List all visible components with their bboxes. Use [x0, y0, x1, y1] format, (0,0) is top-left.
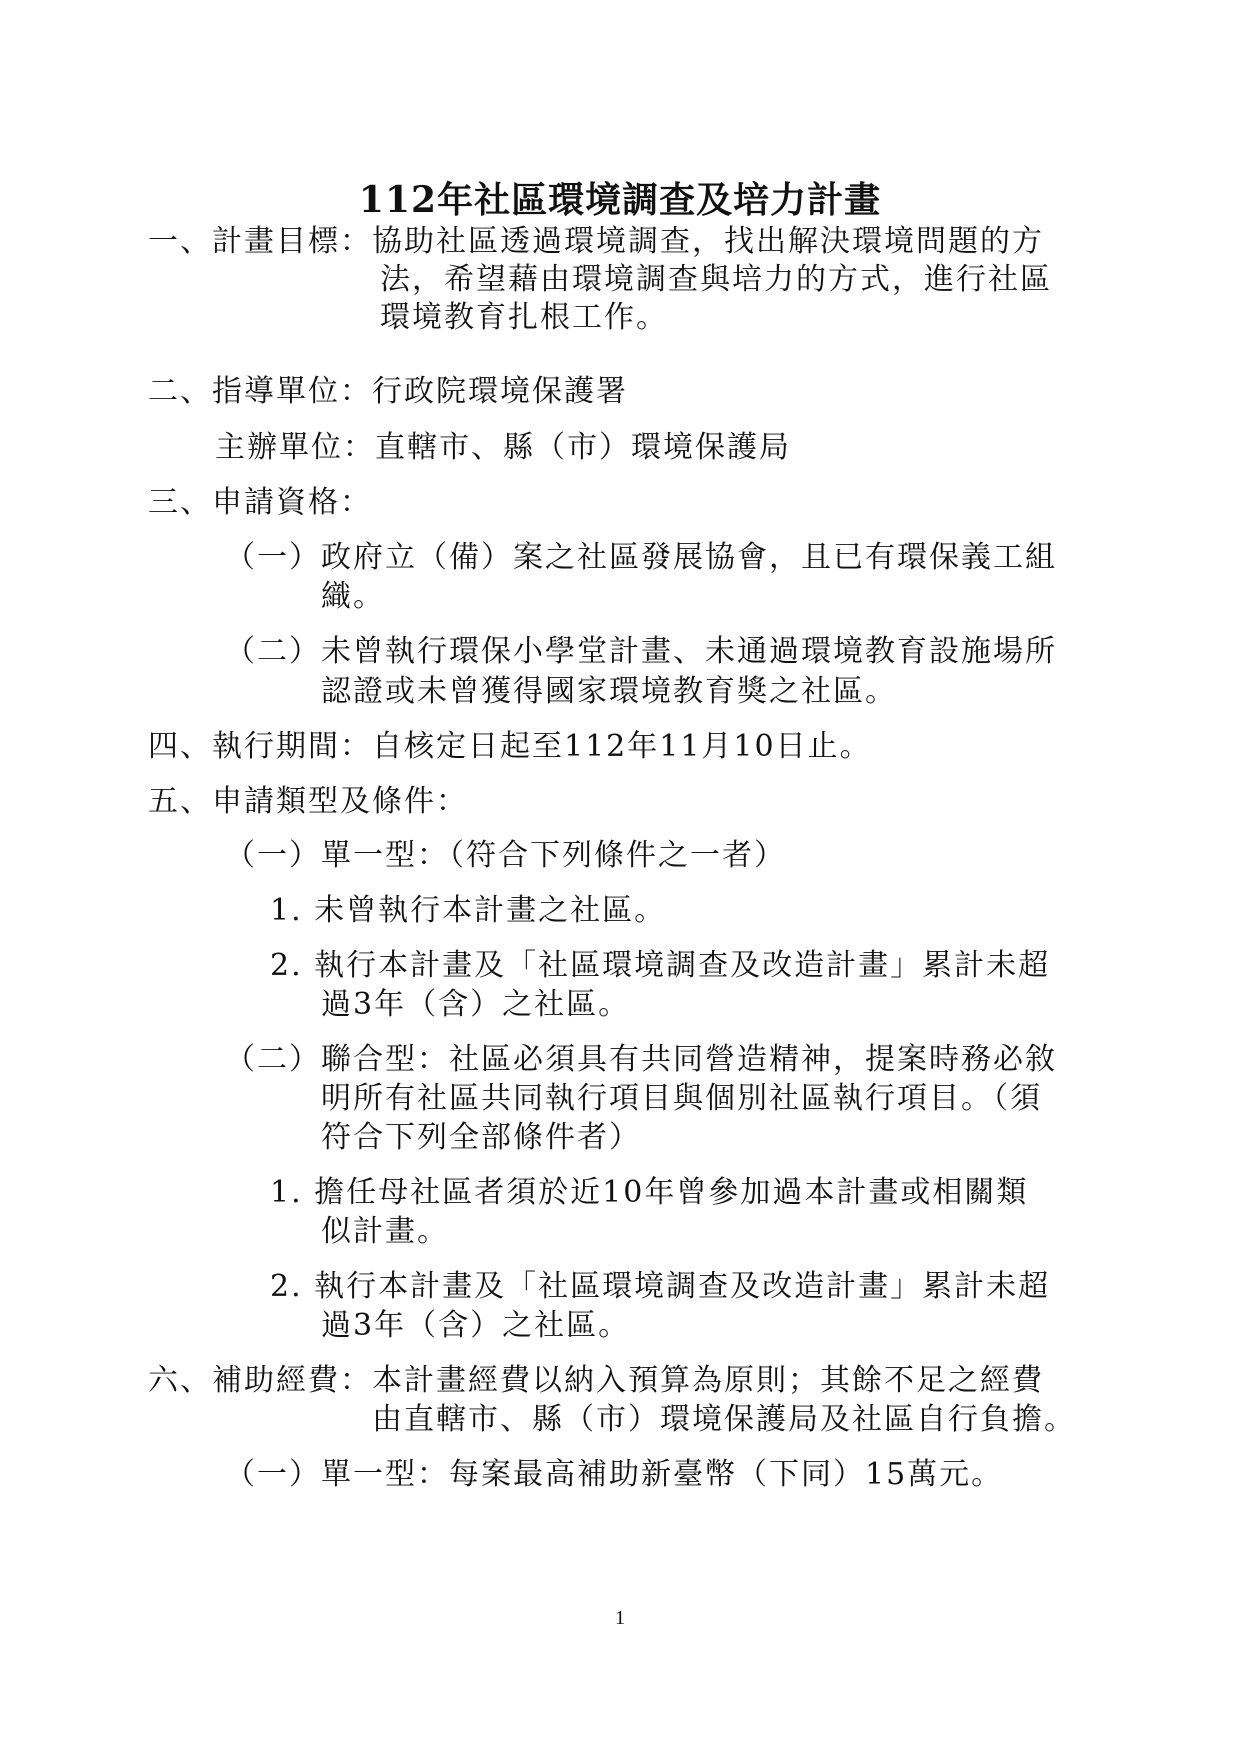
- section-1-goal-cont-1: 法，希望藉由環境調查與培力的方式，進行社區: [380, 262, 1052, 297]
- joint-condition-2: 2. 執行本計畫及「社區環境調查及改造計畫」累計未超: [270, 1269, 1051, 1304]
- eligibility-item-1: （一）政府立（備）案之社區發展協會，且已有環保義工組: [225, 540, 1057, 575]
- section-3-eligibility: 三、申請資格：: [148, 485, 372, 520]
- section-1-goal-cont-2: 環境教育扎根工作。: [380, 300, 668, 335]
- section-1-goal: 一、計畫目標：協助社區透過環境調查，找出解決環境問題的方: [148, 224, 1044, 259]
- section-2-guidance-unit: 二、指導單位：行政院環境保護署: [148, 374, 628, 409]
- type-single-heading: （一）單一型：（符合下列條件之一者）: [225, 838, 786, 873]
- type-joint-heading: （二）聯合型：社區必須具有共同營造精神，提案時務必敘: [225, 1042, 1057, 1077]
- joint-condition-1: 1. 擔任母社區者須於近10年曾參加過本計畫或相關類: [270, 1175, 1029, 1210]
- joint-condition-2-cont: 過3年（含）之社區。: [321, 1308, 631, 1343]
- type-joint-cont-1: 明所有社區共同執行項目與個別社區執行項目。（須: [321, 1081, 1042, 1116]
- eligibility-item-2-cont: 認證或未曾獲得國家環境教育獎之社區。: [321, 674, 897, 709]
- single-condition-2: 2. 執行本計畫及「社區環境調查及改造計畫」累計未超: [270, 948, 1051, 983]
- document-title: 112年社區環境調查及培力計畫: [358, 179, 882, 221]
- funding-single: （一）單一型：每案最高補助新臺幣（下同）15萬元。: [225, 1457, 1004, 1492]
- eligibility-item-2: （二）未曾執行環保小學堂計畫、未通過環境教育設施場所: [225, 634, 1057, 669]
- single-condition-2-cont: 過3年（含）之社區。: [321, 987, 631, 1022]
- type-joint-cont-2: 符合下列全部條件者）: [321, 1120, 641, 1155]
- section-6-funding-cont: 由直轄市、縣（市）環境保護局及社區自行負擔。: [372, 1402, 1076, 1437]
- section-5-types: 五、申請類型及條件：: [148, 784, 468, 819]
- joint-condition-1-cont: 似計畫。: [321, 1214, 449, 1249]
- section-6-funding: 六、補助經費：本計畫經費以納入預算為原則；其餘不足之經費: [148, 1363, 1044, 1398]
- single-condition-1: 1. 未曾執行本計畫之社區。: [270, 893, 667, 928]
- eligibility-item-1-cont: 織。: [321, 579, 385, 614]
- section-4-period: 四、執行期間：自核定日起至112年11月10日止。: [148, 729, 872, 764]
- section-2-host-unit: 主辦單位：直轄市、縣（市）環境保護局: [215, 430, 791, 465]
- page-number: 1: [615, 1607, 625, 1629]
